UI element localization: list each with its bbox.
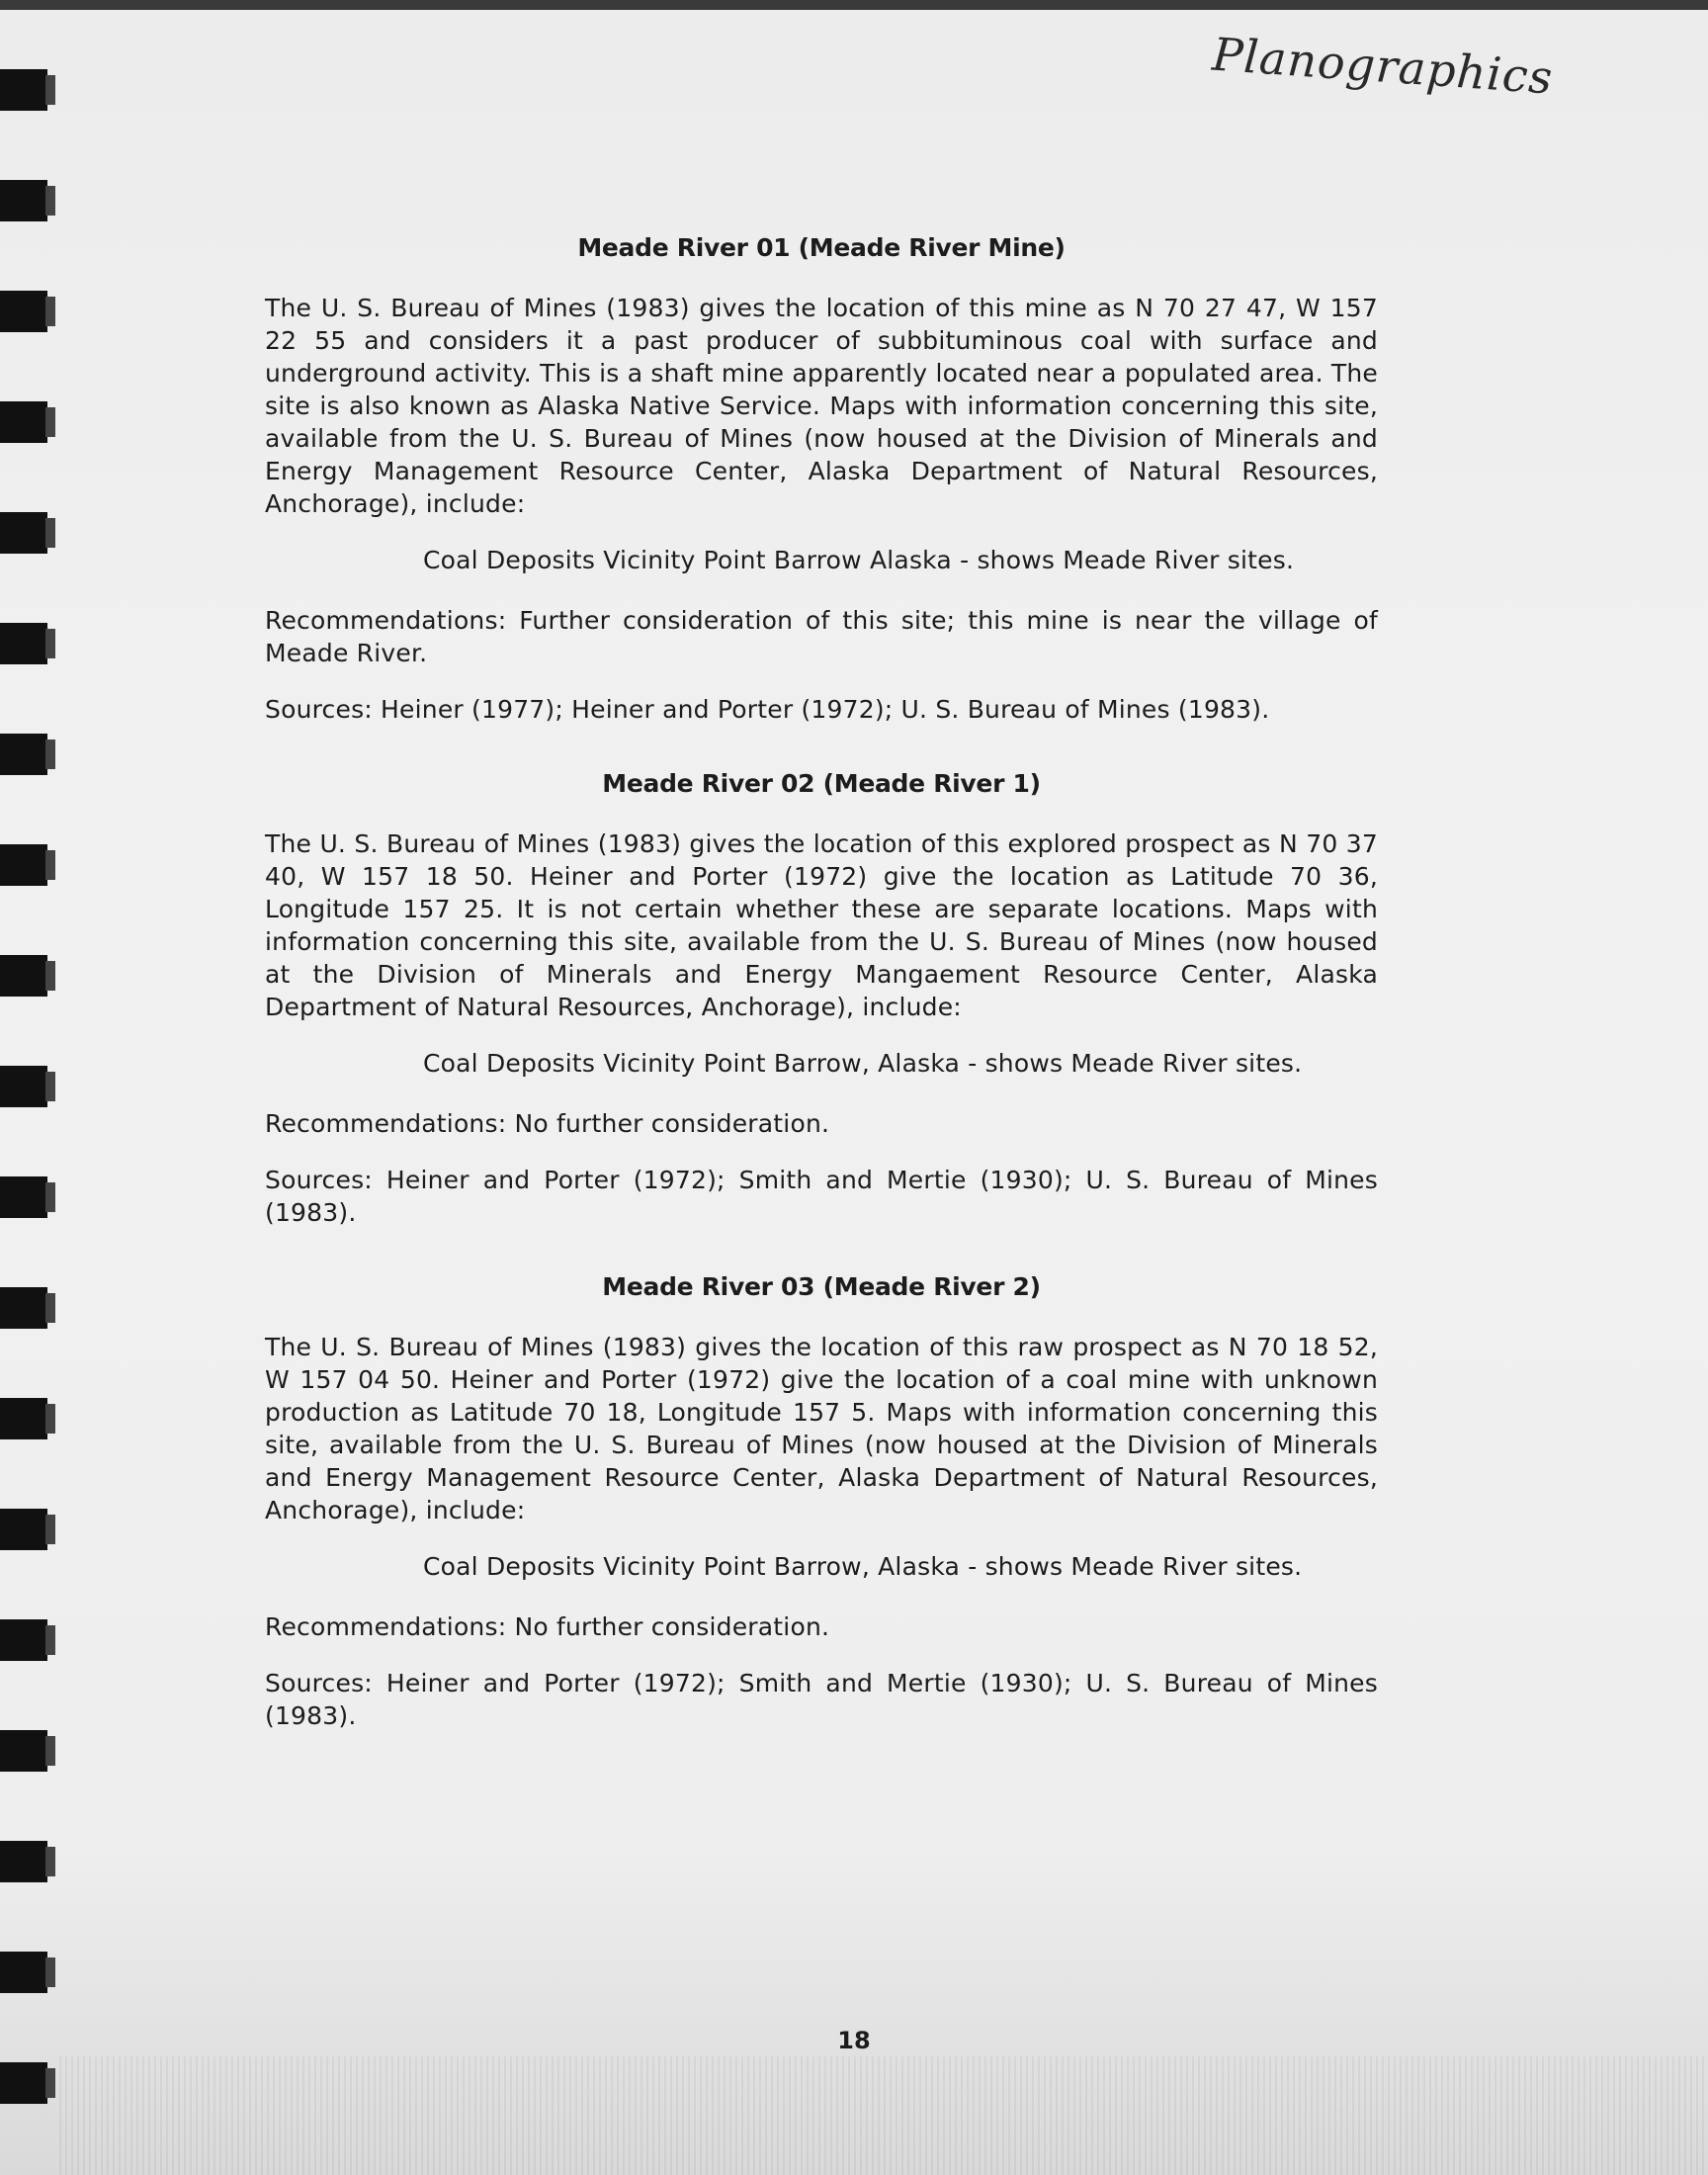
sources: Sources: Heiner and Porter (1972); Smith and Mertie (1930); U. S. Bureau of Mines (1983). bbox=[265, 1166, 1378, 1227]
binding-hole bbox=[0, 512, 47, 554]
binding-hole bbox=[0, 180, 47, 221]
section-meade-river-03 bbox=[265, 1272, 1378, 1732]
page-number: 18 bbox=[837, 2027, 871, 2054]
sources: Sources: Heiner and Porter (1972); Smith and Mertie (1930); U. S. Bureau of Mines (1983). bbox=[265, 1669, 1378, 1730]
binding-hole bbox=[0, 955, 47, 997]
recommendations: Recommendations: No further consideration. bbox=[265, 1109, 830, 1138]
binding-hole bbox=[0, 1398, 47, 1439]
section-meade-river-01 bbox=[265, 233, 1378, 726]
binding-hole bbox=[0, 2062, 47, 2104]
map-reference: Coal Deposits Vicinity Point Barrow Alaska - shows Meade River sites. bbox=[423, 546, 1295, 574]
map-reference: Coal Deposits Vicinity Point Barrow, Alaska - shows Meade River sites. bbox=[423, 1049, 1303, 1078]
binding-hole bbox=[0, 623, 47, 664]
binding-hole bbox=[0, 1287, 47, 1329]
binding-hole bbox=[0, 1841, 47, 1882]
spiral-binding bbox=[0, 40, 59, 2135]
section-heading: Meade River 01 (Meade River Mine) bbox=[577, 233, 1066, 262]
binding-hole bbox=[0, 69, 47, 111]
binding-hole bbox=[0, 734, 47, 775]
binding-hole bbox=[0, 1730, 47, 1772]
section-heading: Meade River 03 (Meade River 2) bbox=[602, 1272, 1041, 1301]
binding-hole bbox=[0, 401, 47, 443]
section-heading: Meade River 02 (Meade River 1) bbox=[602, 769, 1041, 798]
section-body: The U. S. Bureau of Mines (1983) gives the location of this mine as N 70 27 47, W 157 22 55 and considers it a past producer of subbituminous coal with surface and underground activity. This is a shaft mine apparently located near a populated area. The site is also known as Alaska Native Service. Maps with information concerning this site, available from the U. S. Bureau of Mines (now housed at the Division of Minerals and Energy Management Resource Center, Alaska Department of Natural Resources, Anchorage), include: bbox=[265, 294, 1378, 518]
binding-hole bbox=[0, 1176, 47, 1218]
binding-hole bbox=[0, 1509, 47, 1550]
binding-hole bbox=[0, 1952, 47, 1993]
binding-hole bbox=[0, 291, 47, 332]
map-reference: Coal Deposits Vicinity Point Barrow, Alaska - shows Meade River sites. bbox=[423, 1552, 1303, 1581]
section-meade-river-02 bbox=[265, 769, 1378, 1229]
section-body: The U. S. Bureau of Mines (1983) gives the location of this raw prospect as N 70 18 52, W 157 04 50. Heiner and Porter (1972) give the location of a coal mine with unknown production as Latitude 70 18, Longitude 157 5. Maps with information concerning this site, available from the U. S. Bureau of Mines (now housed at the Division of Minerals and Energy Management Resource Center, Alaska Department of Natural Resources, Anchorage), include: bbox=[265, 1333, 1378, 1524]
binding-hole bbox=[0, 1066, 47, 1107]
binding-hole bbox=[0, 1619, 47, 1661]
scan-noise bbox=[59, 2056, 1708, 2175]
recommendations: Recommendations: No further consideration. bbox=[265, 1612, 830, 1641]
scan-top-edge bbox=[0, 0, 1708, 10]
handwritten-annotation: Planographics bbox=[1210, 27, 1556, 105]
binding-hole bbox=[0, 844, 47, 886]
sources: Sources: Heiner (1977); Heiner and Porter (1972); U. S. Bureau of Mines (1983). bbox=[265, 695, 1270, 724]
section-body: The U. S. Bureau of Mines (1983) gives the location of this explored prospect as N 70 37 40, W 157 18 50. Heiner and Porter (1972) give the location as Latitude 70 36, Longitude 157 25. It is not certain whether these are separate locations. Maps with information concerning this site, available from the U. S. Bureau of Mines (now housed at the Division of Minerals and Energy Mangaement Resource Center, Alaska Department of Natural Resources, Anchorage), include: bbox=[265, 829, 1378, 1021]
recommendations: Recommendations: Further consideration of this site; this mine is near the village of Meade River. bbox=[265, 606, 1378, 667]
document-body bbox=[265, 233, 1378, 1776]
